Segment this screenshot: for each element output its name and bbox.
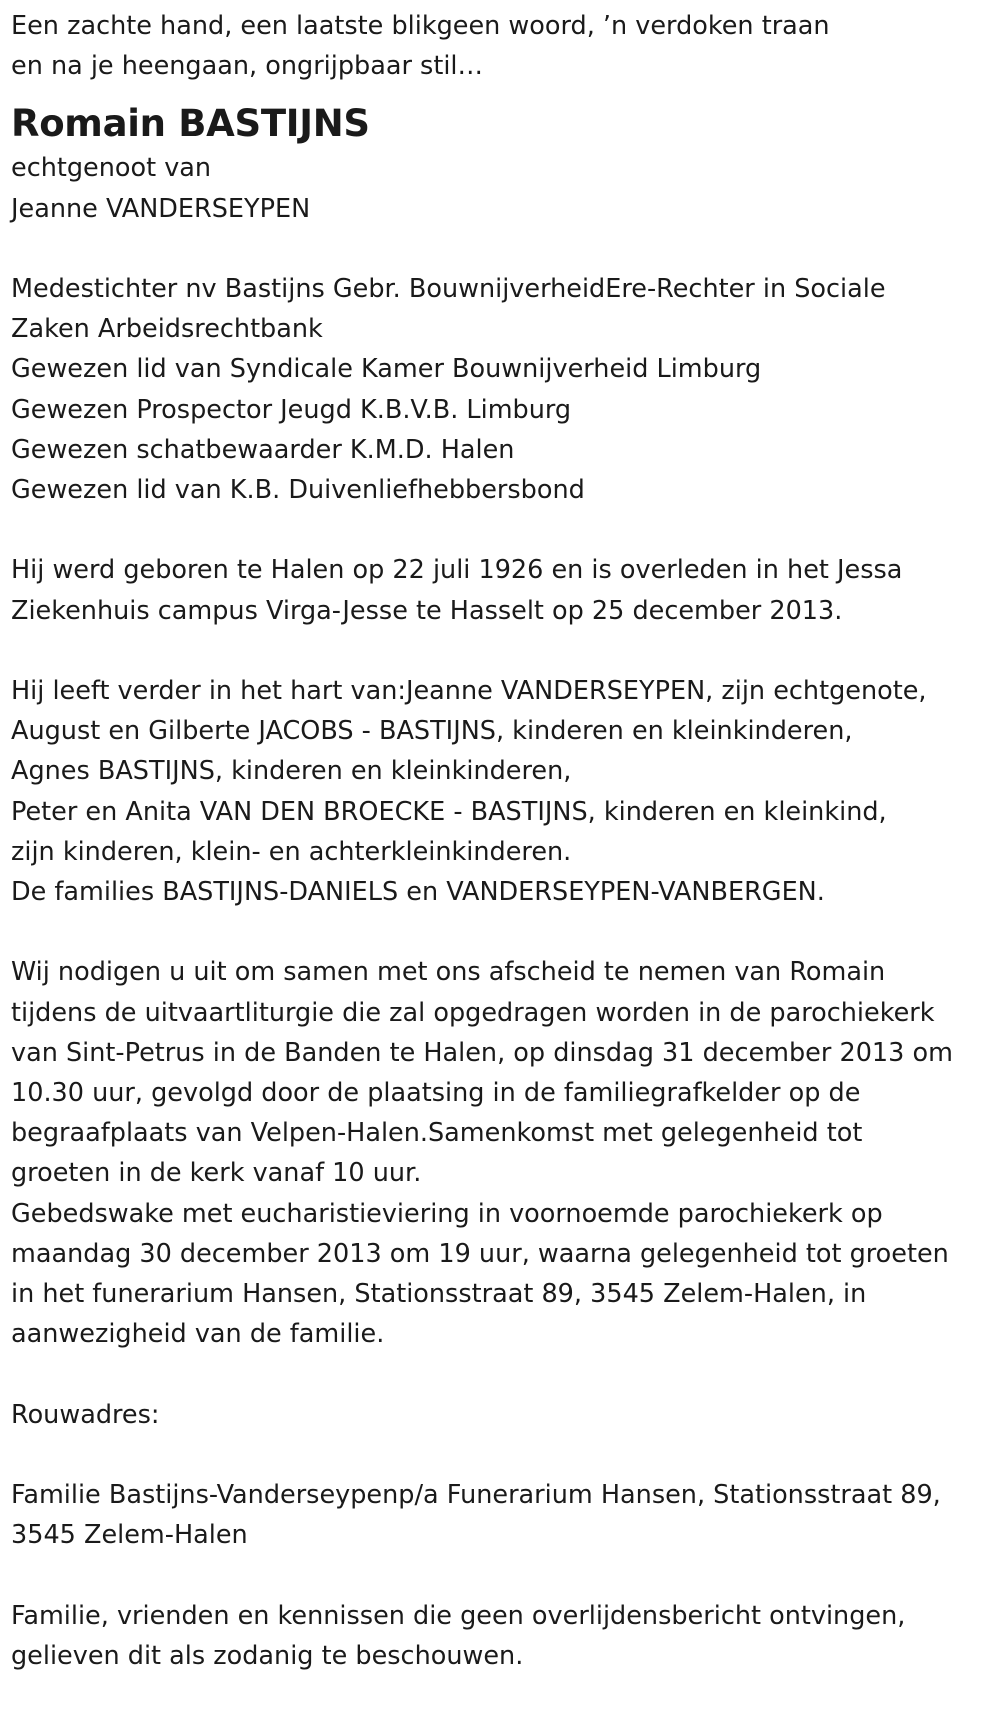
closing-line: Familie, vrienden en kennissen die geen overlijdensbericht ontvingen, (11, 1600, 906, 1631)
function-line: Gewezen lid van K.B. Duivenliefhebbersbond (11, 475, 585, 506)
invitation-line: aanwezigheid van de familie. (11, 1319, 385, 1350)
invitation-line: Wij nodigen u uit om samen met ons afscheid te nemen van Romain (11, 957, 886, 988)
function-line: Gewezen schatbewaarder K.M.D. Halen (11, 434, 515, 465)
function-line: Zaken Arbeidsrechtbank (11, 314, 323, 345)
address-block (11, 1475, 990, 1555)
invitation-line: groeten in de kerk vanaf 10 uur. (11, 1158, 422, 1189)
spacer (11, 631, 990, 671)
survivors-block (11, 671, 990, 912)
survivor-line: De families BASTIJNS-DANIELS en VANDERSEYPEN-VANBERGEN. (11, 877, 825, 908)
spacer (11, 229, 990, 269)
function-line: Gewezen lid van Syndicale Kamer Bouwnijverheid Limburg (11, 354, 762, 385)
birth-death-block (11, 550, 990, 630)
invitation-line: in het funerarium Hansen, Stationsstraat 89, 3545 Zelem-Halen, in (11, 1279, 867, 1310)
spouse-block (11, 148, 990, 228)
invitation-line: begraafplaats van Velpen-Halen.Samenkomst met gelegenheid tot (11, 1118, 863, 1149)
survivor-line: zijn kinderen, klein- en achterkleinkinderen. (11, 836, 572, 867)
invitation-line: maandag 30 december 2013 om 19 uur, waarna gelegenheid tot groeten (11, 1238, 949, 1269)
invitation-block (11, 952, 990, 1354)
spouse-line: echtgenoot van (11, 153, 212, 184)
spacer (11, 912, 990, 952)
birth-death-line: Hij werd geboren te Halen op 22 juli 1926 en is overleden in het Jessa (11, 555, 903, 586)
survivor-line: Hij leeft verder in het hart van:Jeanne VANDERSEYPEN, zijn echtgenote, (11, 676, 927, 706)
survivor-line: August en Gilberte JACOBS - BASTIJNS, kinderen en kleinkinderen, (11, 716, 853, 747)
address-line: Familie Bastijns-Vanderseypenp/a Funerarium Hansen, Stationsstraat 89, (11, 1480, 941, 1511)
deceased-name: Romain BASTIJNS (11, 102, 370, 146)
address-line: 3545 Zelem-Halen (11, 1520, 248, 1551)
invitation-line: Gebedswake met eucharistieviering in voornoemde parochiekerk op (11, 1198, 883, 1229)
spacer (11, 510, 990, 550)
spacer (11, 1435, 990, 1475)
poem-line: Een zachte hand, een laatste blikgeen woord, ’n verdoken traan (11, 11, 830, 41)
invitation-line: 10.30 uur, gevolgd door de plaatsing in de familiegrafkelder op de (11, 1078, 861, 1109)
spacer (11, 1555, 990, 1595)
survivor-line: Agnes BASTIJNS, kinderen en kleinkinderen, (11, 756, 572, 787)
birth-death-line: Ziekenhuis campus Virga-Jesse te Hasselt op 25 december 2013. (11, 595, 843, 626)
functions-block (11, 269, 990, 510)
function-line: Medestichter nv Bastijns Gebr. BouwnijverheidEre-Rechter in Sociale (11, 274, 886, 304)
spacer (11, 1354, 990, 1394)
poem-block (11, 6, 990, 86)
function-line: Gewezen Prospector Jeugd K.B.V.B. Limburg (11, 394, 572, 425)
invitation-line: tijdens de uitvaartliturgie die zal opgedragen worden in de parochiekerk (11, 997, 935, 1028)
spouse-line: Jeanne VANDERSEYPEN (11, 193, 311, 224)
closing-block (11, 1596, 990, 1676)
survivor-line: Peter en Anita VAN DEN BROECKE - BASTIJNS, kinderen en kleinkind, (11, 796, 887, 827)
invitation-line: van Sint-Petrus in de Banden te Halen, op dinsdag 31 december 2013 om (11, 1037, 953, 1068)
poem-line: en na je heengaan, ongrijpbaar stil… (11, 51, 484, 82)
closing-line: gelieven dit als zodanig te beschouwen. (11, 1640, 524, 1671)
address-label: Rouwadres: (11, 1399, 160, 1430)
